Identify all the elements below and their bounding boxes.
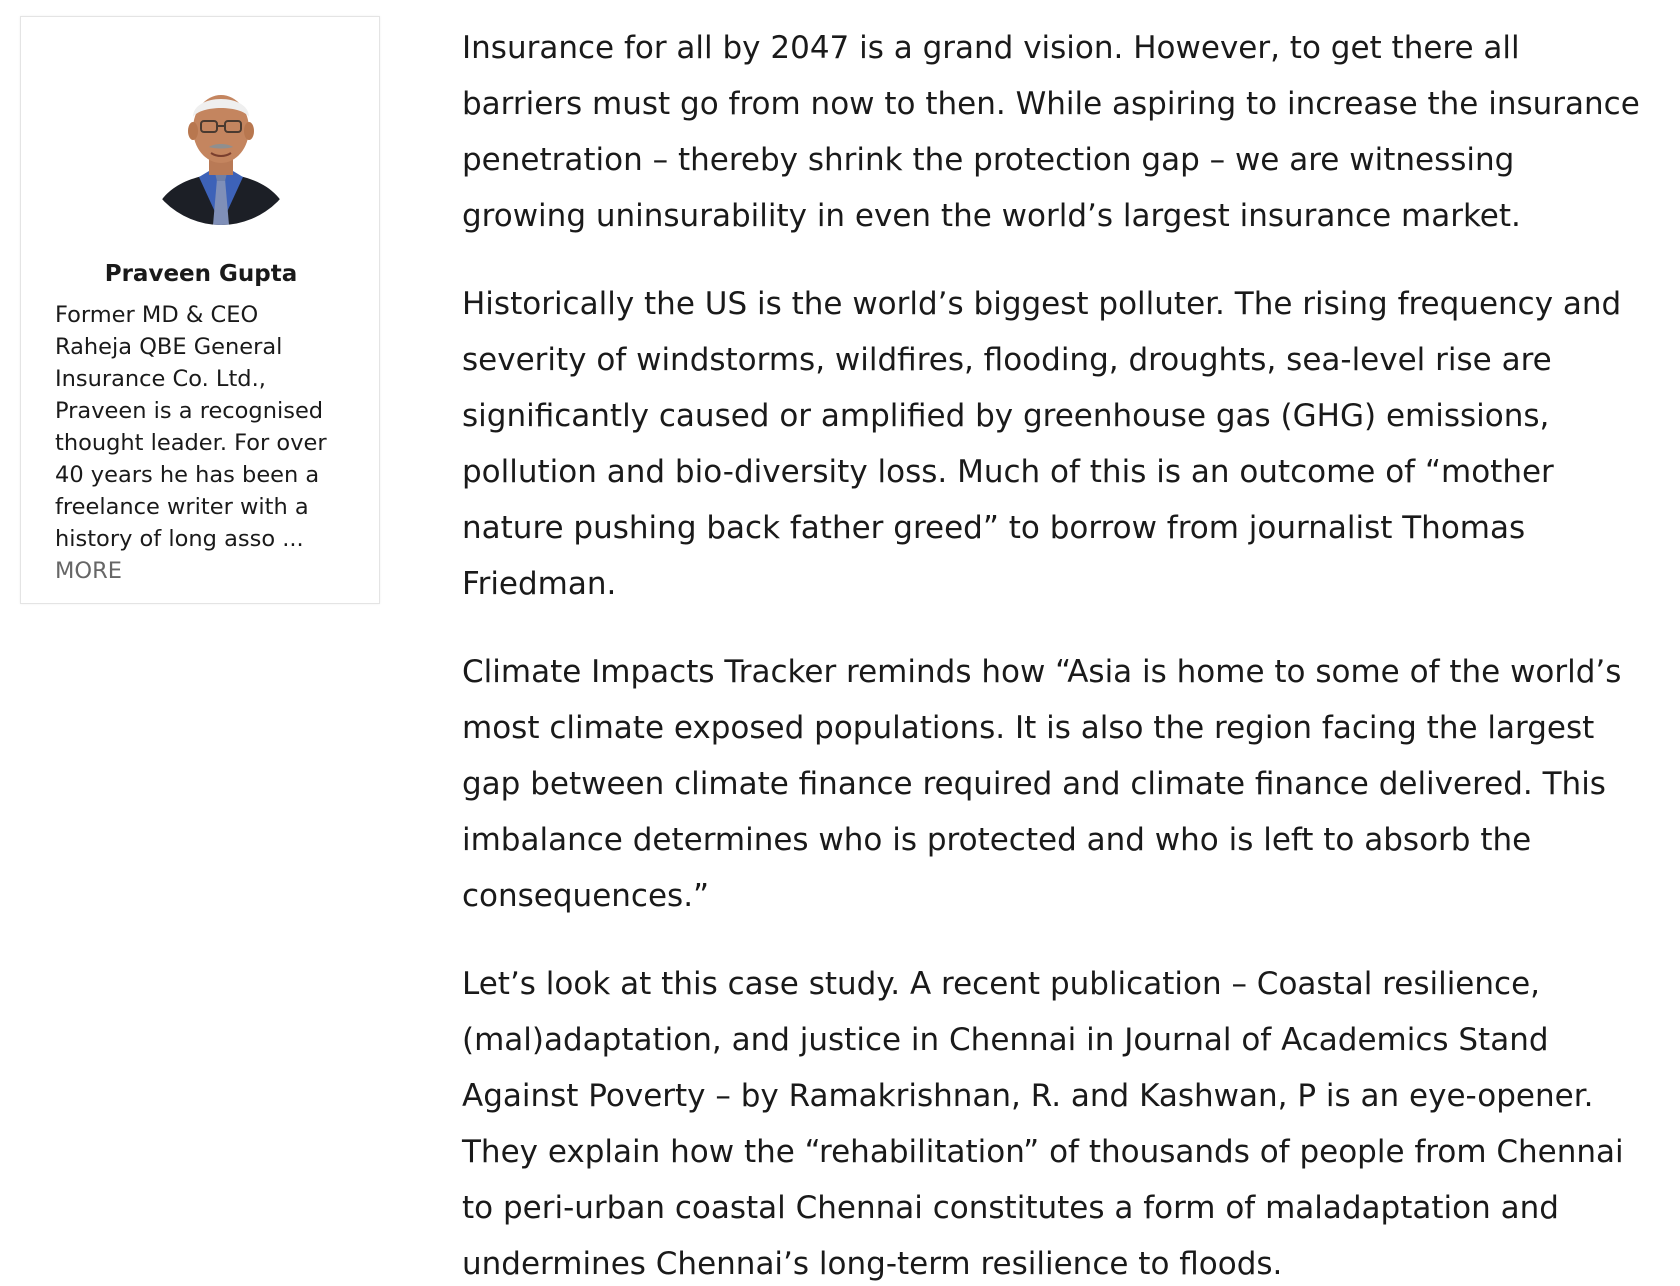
author-bio-line: Insurance Co. Ltd.,: [55, 366, 266, 392]
article-line: severity of windstorms, wildfires, flooding, droughts, sea-level rise are: [462, 342, 1552, 378]
article-line: nature pushing back father greed” to borrow from journalist Thomas: [462, 510, 1526, 546]
article-line: penetration – thereby shrink the protection gap – we are witnessing: [462, 142, 1515, 178]
author-bio-line: thought leader. For over: [55, 430, 327, 456]
author-bio-line: Raheja QBE General: [55, 334, 283, 360]
article-line: Let’s look at this case study. A recent publication – Coastal resilience,: [462, 966, 1540, 1002]
author-more-link[interactable]: MORE: [55, 558, 122, 584]
article-paragraph: [462, 20, 1676, 244]
article-body: [462, 20, 1676, 1286]
article-line: Historically the US is the world’s biggest polluter. The rising frequency and: [462, 286, 1622, 322]
article-line: most climate exposed populations. It is also the region facing the largest: [462, 710, 1595, 746]
article-line: barriers must go from now to then. While aspiring to increase the insurance: [462, 86, 1640, 122]
article-line: Against Poverty – by Ramakrishnan, R. and Kashwan, P is an eye-opener.: [462, 1078, 1594, 1114]
author-bio: [55, 299, 355, 587]
article-line: growing uninsurability in even the world’s largest insurance market.: [462, 198, 1521, 234]
author-bio-line: history of long asso ...: [55, 526, 304, 552]
article-line: They explain how the “rehabilitation” of thousands of people from Chennai: [462, 1134, 1624, 1170]
article-paragraph: [462, 956, 1676, 1286]
author-bio-line: Former MD & CEO: [55, 302, 259, 328]
article-line: Climate Impacts Tracker reminds how “Asia is home to some of the world’s: [462, 654, 1622, 690]
article-line: significantly caused or amplified by greenhouse gas (GHG) emissions,: [462, 398, 1550, 434]
article-line: consequences.”: [462, 878, 710, 914]
author-avatar: [141, 65, 301, 225]
author-portrait-photo: [141, 65, 301, 225]
author-bio-line: Praveen is a recognised: [55, 398, 324, 424]
article-paragraph: [462, 644, 1676, 924]
author-bio-line: freelance writer with a: [55, 494, 309, 520]
article-line: undermines Chennai’s long-term resilience to floods.: [462, 1246, 1283, 1282]
article-line: pollution and bio-diversity loss. Much of this is an outcome of “mother: [462, 454, 1554, 490]
article-line: Insurance for all by 2047 is a grand vision. However, to get there all: [462, 30, 1520, 66]
article-paragraph: [462, 276, 1676, 612]
article-line: (mal)adaptation, and justice in Chennai in Journal of Academics Stand: [462, 1022, 1549, 1058]
article-line: gap between climate finance required and climate finance delivered. This: [462, 766, 1606, 802]
article-line: Friedman.: [462, 566, 617, 602]
author-card: [20, 16, 380, 604]
article-line: imbalance determines who is protected and who is left to absorb the: [462, 822, 1532, 858]
author-name: Praveen Gupta: [104, 261, 298, 287]
author-bio-line: 40 years he has been a: [55, 462, 320, 488]
article-line: to peri-urban coastal Chennai constitutes a form of maladaptation and: [462, 1190, 1559, 1226]
